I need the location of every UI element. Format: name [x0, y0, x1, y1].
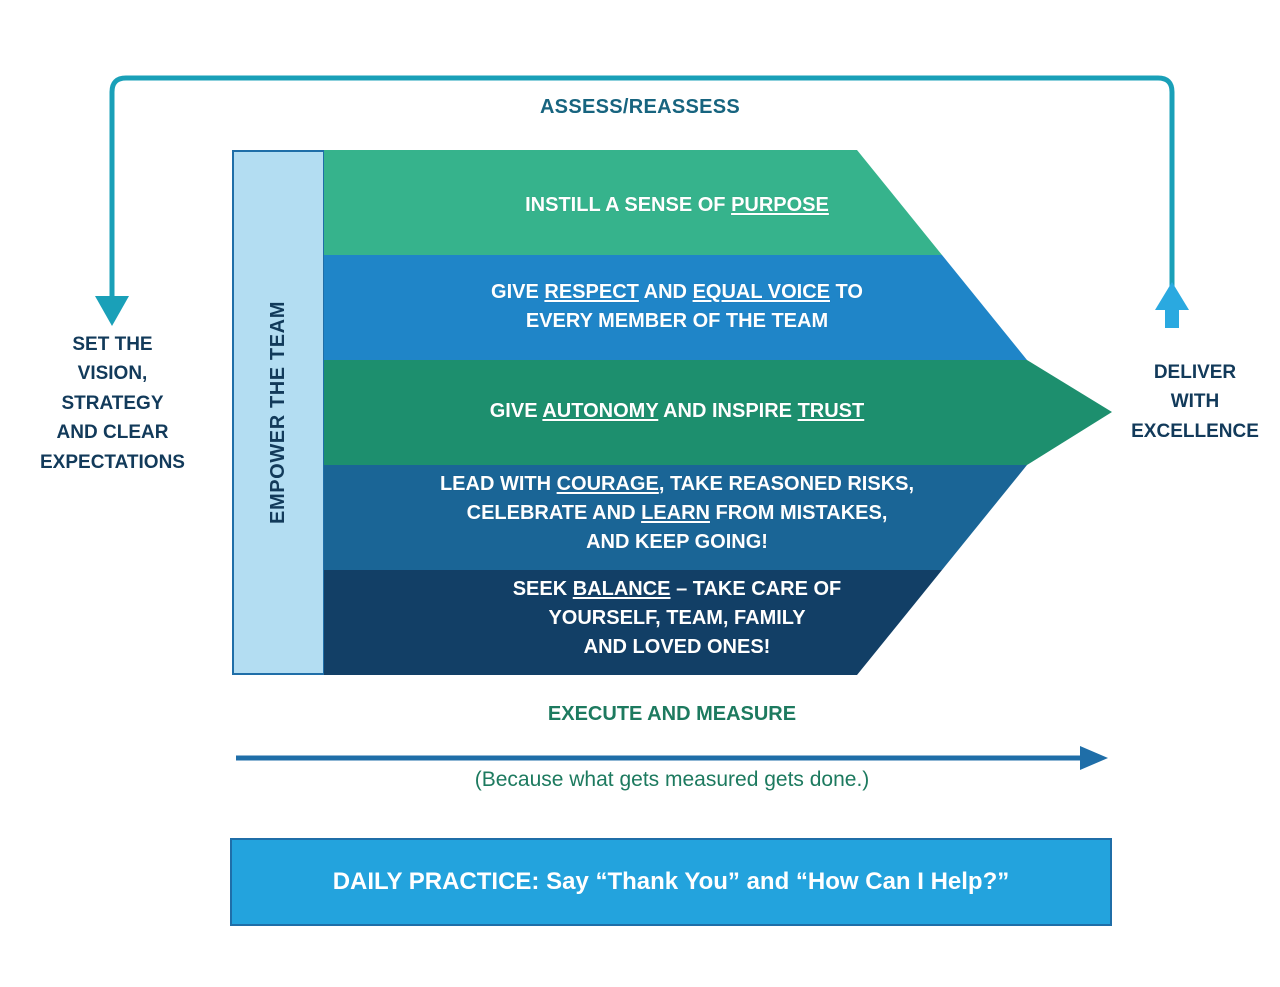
- row-label-balance: SEEK BALANCE – TAKE CARE OF YOURSELF, TEAM, FAMILY AND LOVED ONES!: [512, 578, 842, 658]
- caption-line: STRATEGY: [61, 392, 164, 414]
- measure-note: (Because what gets measured gets done.): [474, 768, 870, 791]
- assess-reassess-label: ASSESS/REASSESS: [539, 96, 741, 118]
- deliver-excellence-caption: [1110, 358, 1280, 446]
- set-vision-caption: [10, 330, 215, 477]
- execute-measure-label: EXECUTE AND MEASURE: [547, 703, 797, 725]
- caption-line: EXPECTATIONS: [40, 451, 185, 473]
- empower-the-team-label: [232, 150, 324, 675]
- caption-line: AND CLEAR: [56, 422, 169, 444]
- caption-line: DELIVER: [1153, 362, 1237, 383]
- chevron-diagram: [232, 150, 1112, 675]
- caption-line: WITH: [1170, 391, 1220, 413]
- caption-line: VISION,: [77, 363, 148, 385]
- row-label-courage: LEAD WITH COURAGE, TAKE REASONED RISKS, CELEBRATE AND LEARN FROM MISTAKES, AND KEEP GOING!: [439, 473, 915, 553]
- daily-practice-bar: [230, 838, 1112, 926]
- caption-line: EXCELLENCE: [1131, 420, 1259, 442]
- empower-text: EMPOWER THE TEAM: [266, 301, 289, 524]
- row-label-purpose: INSTILL A SENSE OF PURPOSE: [525, 194, 829, 216]
- daily-practice-text: DAILY PRACTICE: Say “Thank You” and “How Can I Help?”: [332, 868, 1010, 895]
- row-label-respect: GIVE RESPECT AND EQUAL VOICE TO EVERY MEMBER OF THE TEAM: [491, 281, 863, 332]
- caption-line: SET THE: [72, 334, 153, 355]
- row-label-autonomy: GIVE AUTONOMY AND INSPIRE TRUST: [489, 400, 865, 422]
